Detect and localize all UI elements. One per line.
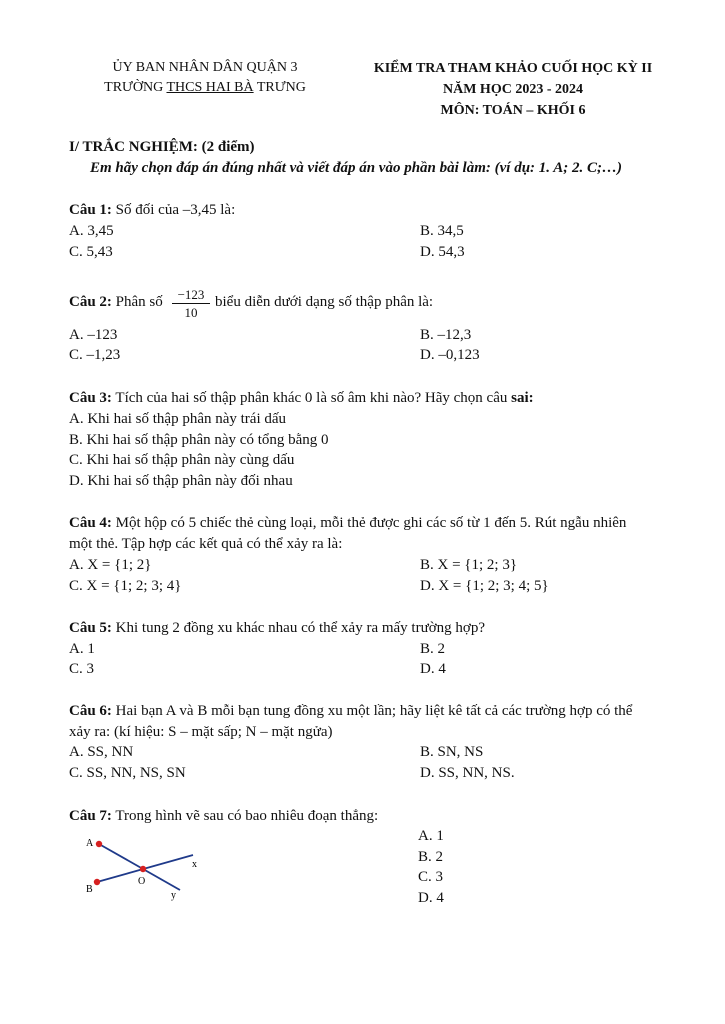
q2-option-b: B. –12,3 bbox=[420, 327, 472, 343]
question-4: Câu 4: Một hộp có 5 chiếc thẻ cùng loại, mỗi thẻ được ghi các số từ 1 đến 5. Rút ngẫu nhiên bbox=[69, 515, 627, 531]
label-B: B bbox=[86, 884, 93, 895]
q7-figure bbox=[80, 832, 210, 904]
q6-option-a: A. SS, NN bbox=[69, 744, 134, 760]
q5-option-b: B. 2 bbox=[420, 641, 446, 657]
label-x: x bbox=[192, 859, 197, 870]
label-A: A bbox=[86, 838, 94, 849]
q3-option-b: B. Khi hai số thập phân này có tổng bằng 0 bbox=[69, 432, 329, 448]
q6-option-d: D. SS, NN, NS. bbox=[420, 765, 515, 781]
q5-option-a: A. 1 bbox=[69, 641, 95, 657]
point-B bbox=[94, 879, 100, 885]
question-5: Câu 5: Khi tung 2 đồng xu khác nhau có thể xảy ra mấy trường hợp? bbox=[69, 620, 485, 636]
question-3: Câu 3: Tích của hai số thập phân khác 0 là số âm khi nào? Hãy chọn câu sai: bbox=[69, 390, 534, 406]
q1-option-c: C. 5,43 bbox=[69, 244, 113, 260]
q2-option-a: A. –123 bbox=[69, 327, 118, 343]
q4-option-d: D. X = {1; 2; 3; 4; 5} bbox=[420, 578, 549, 594]
q3-option-d: D. Khi hai số thập phân này đối nhau bbox=[69, 473, 293, 489]
q4-option-b: B. X = {1; 2; 3} bbox=[420, 557, 518, 573]
school-year: NĂM HỌC 2023 - 2024 bbox=[443, 82, 583, 97]
question-2-rest: biểu diễn dưới dạng số thập phân là: bbox=[215, 294, 434, 310]
q1-option-b: B. 34,5 bbox=[420, 223, 464, 239]
question-6: Câu 6: Hai bạn A và B mỗi bạn tung đồng xu một lần; hãy liệt kê tất cả các trường hợp có thể bbox=[69, 703, 633, 719]
point-O bbox=[140, 866, 146, 872]
q2-option-d: D. –0,123 bbox=[420, 347, 480, 363]
q5-option-c: C. 3 bbox=[69, 661, 95, 677]
q7-option-d: D. 4 bbox=[418, 890, 444, 906]
question-7: Câu 7: Trong hình vẽ sau có bao nhiêu đoạn thẳng: bbox=[69, 808, 379, 824]
district-name: ỦY BAN NHÂN DÂN QUẬN 3 bbox=[112, 60, 298, 75]
subject: MÔN: TOÁN – KHỐI 6 bbox=[440, 103, 586, 118]
question-1: Câu 1: Số đối của –3,45 là: bbox=[69, 202, 236, 218]
q1-option-d: D. 54,3 bbox=[420, 244, 465, 260]
q6-option-c: C. SS, NN, NS, SN bbox=[69, 765, 186, 781]
section-title: I/ TRẮC NGHIỆM: (2 điểm) bbox=[69, 139, 255, 155]
q7-option-b: B. 2 bbox=[418, 849, 444, 865]
fraction bbox=[172, 287, 210, 322]
question-4-line2: một thẻ. Tập hợp các kết quả có thể xảy ra là: bbox=[69, 536, 343, 552]
q4-option-c: C. X = {1; 2; 3; 4} bbox=[69, 578, 182, 594]
q3-option-a: A. Khi hai số thập phân này trái dấu bbox=[69, 411, 287, 427]
label-O: O bbox=[138, 876, 146, 887]
school-name: TRƯỜNG THCS HAI BÀ TRƯNG bbox=[104, 80, 306, 95]
q6-option-b: B. SN, NS bbox=[420, 744, 484, 760]
label-y: y bbox=[171, 890, 176, 901]
header-left bbox=[75, 58, 335, 98]
exam-title: KIỂM TRA THAM KHẢO CUỐI HỌC KỲ II bbox=[373, 61, 653, 76]
fraction-denominator: 10 bbox=[184, 305, 198, 320]
q4-option-a: A. X = {1; 2} bbox=[69, 557, 152, 573]
q5-option-d: D. 4 bbox=[420, 661, 446, 677]
section-instruction: Em hãy chọn đáp án đúng nhất và viết đáp án vào phần bài làm: (ví dụ: 1. A; 2. C;…) bbox=[90, 160, 622, 176]
q7-option-a: A. 1 bbox=[418, 828, 444, 844]
question-2: Câu 2: Phân số bbox=[69, 294, 163, 310]
q3-option-c: C. Khi hai số thập phân này cùng dấu bbox=[69, 452, 295, 468]
fraction-numerator: −123 bbox=[172, 287, 210, 304]
question-6-line2: xảy ra: (kí hiệu: S – mặt sấp; N – mặt ngửa) bbox=[69, 724, 333, 740]
q7-option-c: C. 3 bbox=[418, 869, 444, 885]
point-A bbox=[96, 841, 102, 847]
header-right bbox=[348, 58, 678, 121]
q1-option-a: A. 3,45 bbox=[69, 223, 114, 239]
q2-option-c: C. –1,23 bbox=[69, 347, 121, 363]
